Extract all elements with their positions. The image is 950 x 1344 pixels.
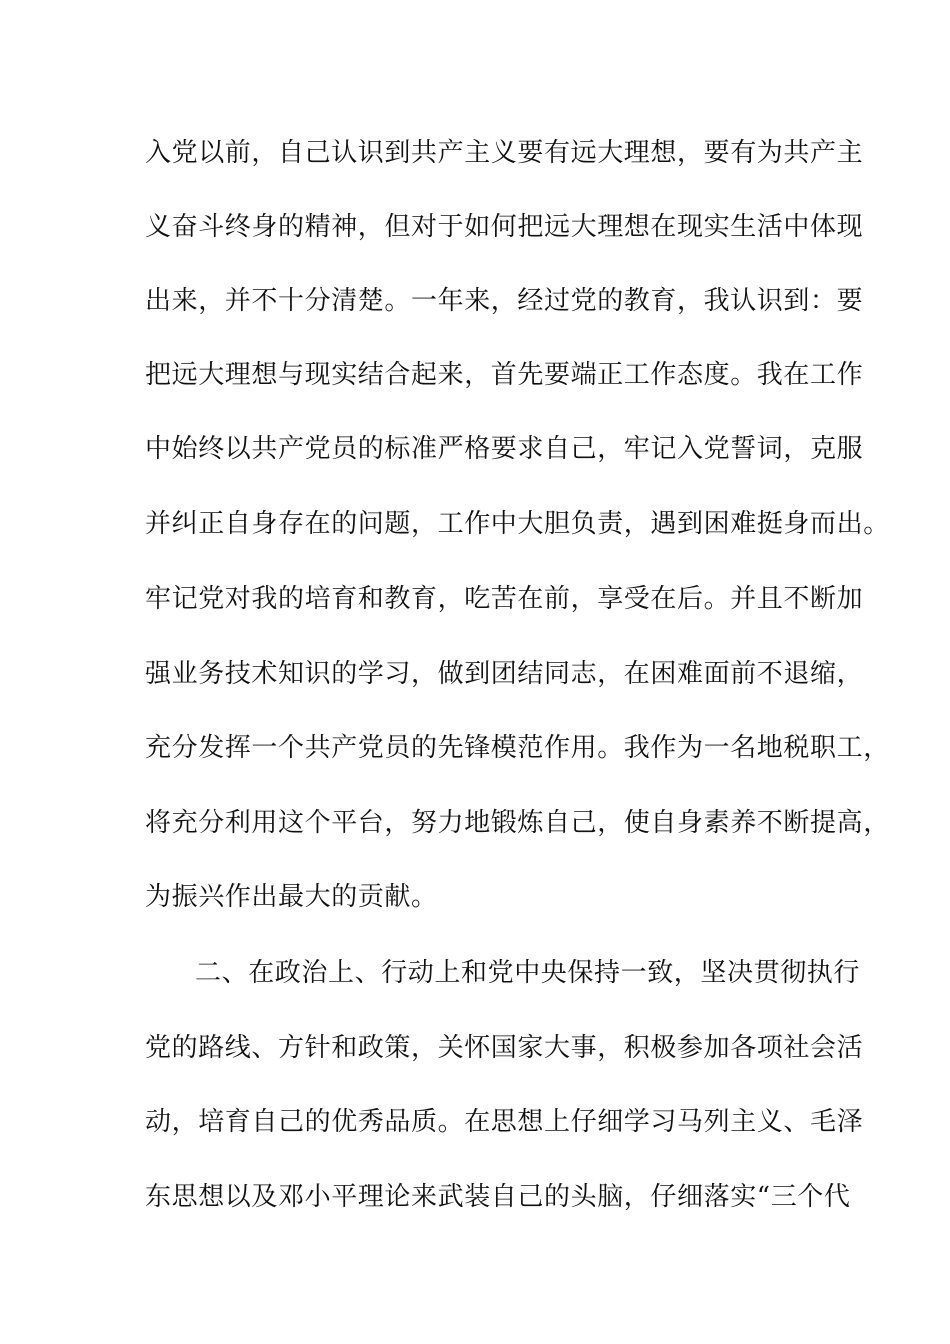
paragraph-line-2: 义奋斗终身的精神，但对于如何把远大理想在现实生活中体现 <box>145 212 864 242</box>
paragraph-line-1: 入党以前，自己认识到共产主义要有远大理想，要有为共产主 <box>145 138 864 168</box>
paragraph-line-13: 党的路线、方针和政策，关怀国家大事，积极参加各项社会活 <box>145 1033 864 1063</box>
paragraph-line-7: 牢记党对我的培育和教育，吃苦在前，享受在后。并且不断加 <box>145 584 864 614</box>
paragraph-line-9: 充分发挥一个共产党员的先锋模范作用。我作为一名地税职工， <box>145 733 890 763</box>
paragraph-line-15: 东思想以及邓小平理论来武装自己的头脑，仔细落实“三个代 <box>145 1182 851 1212</box>
paragraph-line-5: 中始终以共产党员的标准严格要求自己，牢记入党誓词，克服 <box>145 434 864 464</box>
paragraph-line-10: 将充分利用这个平台，努力地锻炼自己，使自身素养不断提高， <box>145 808 890 838</box>
paragraph-line-14: 动，培育自己的优秀品质。在思想上仔细学习马列主义、毛泽 <box>145 1107 864 1137</box>
paragraph-line-6: 并纠正自身存在的问题，工作中大胆负责，遇到困难挺身而出。 <box>145 509 890 539</box>
paragraph-line-12: 二、在政治上、行动上和党中央保持一致，坚决贯彻执行 <box>195 958 861 988</box>
paragraph-line-4: 把远大理想与现实结合起来，首先要端正工作态度。我在工作 <box>145 360 864 390</box>
paragraph-line-3: 出来，并不十分清楚。一年来，经过党的教育，我认识到：要 <box>145 286 864 316</box>
paragraph-line-11: 为振兴作出最大的贡献。 <box>145 882 438 912</box>
paragraph-line-8: 强业务技术知识的学习，做到团结同志，在困难面前不退缩， <box>145 659 864 689</box>
